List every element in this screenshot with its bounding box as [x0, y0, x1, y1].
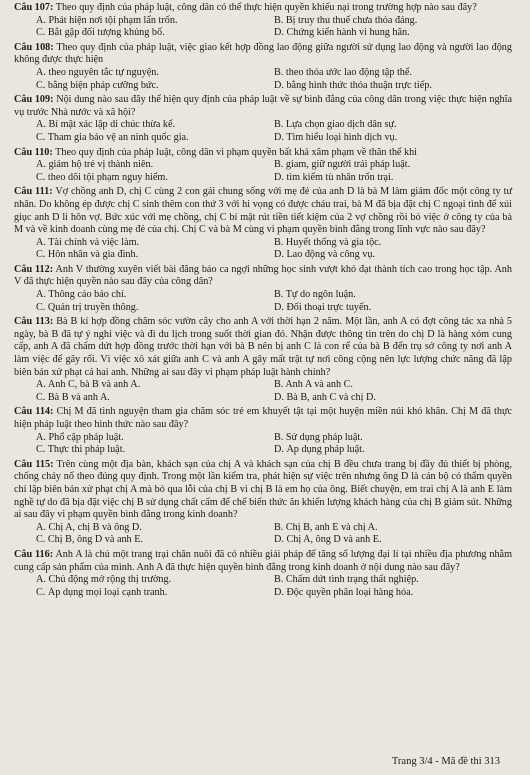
option-c: C. Bắt gặp đối tượng khủng bố. — [36, 27, 165, 39]
option-c: C. theo dõi tội phạm nguy hiểm. — [36, 171, 168, 183]
option-c: C. Chị B, ông D và anh E. — [36, 534, 143, 546]
question-111 — [14, 186, 512, 262]
option-b: B. giam, giữ người trái pháp luật. — [274, 159, 411, 171]
question-number: Câu 116: — [14, 548, 54, 560]
question-number: Câu 107: — [14, 2, 54, 13]
option-a: A. Anh C, bà B và anh A. — [36, 379, 141, 391]
question-number: Câu 110: — [14, 146, 53, 158]
option-b: B. Chị B, anh E và chị A. — [274, 521, 378, 533]
option-d: D. Chứng kiến hành vi hung hãn. — [274, 27, 410, 39]
options — [14, 522, 512, 547]
option-c: C. Tham gia bảo vệ an ninh quốc gia. — [36, 131, 189, 143]
question-text: Theo quy định của pháp luật, việc giao kết hợp đồng lao động giữa người sử dụng lao động và người lao động không được thực hiện — [14, 41, 512, 66]
option-d: D. bằng hình thức thỏa thuận trực tiếp. — [274, 79, 432, 91]
option-d: D. tìm kiếm tù nhân trốn trại. — [274, 171, 394, 183]
question-text: Theo quy định của pháp luật, công dân có thể thực hiện quyền khiếu nại trong trường hợp nào sau đây? — [55, 2, 477, 13]
option-d: D. Độc quyền phân loại hàng hóa. — [274, 586, 414, 598]
option-b: B. Anh A và anh C. — [274, 379, 353, 391]
question-text: Trên cùng một địa bàn, khách sạn của chị A và khách sạn của chị B đều chưa trang bị đầy đủ thiết bị phòng, chống cháy nổ theo đúng quy định. Trong một lần kiểm tra, phát hiện sự việc trên nhưng ông D là cán bộ có thẩm quyền chỉ lập biên bản xử phạt chị A mà bỏ qua lỗi của chị B vì chị B là em họ của ông. Biết chuyện, em trai chị A là anh E làm nghề tự do đã bịa đặt việc chị B sử dụng chất cấm để chế biến thức ăn khiến lượng khách hàng của chị B giảm sút. Những ai sau đây vi phạm quyền bình đẳng trong kinh doanh? — [14, 458, 512, 521]
option-c: C. Áp dụng mọi loại cạnh tranh. — [36, 586, 168, 598]
options — [14, 432, 512, 457]
option-b: B. Bị truy thu thuế chưa thỏa đáng. — [274, 14, 418, 26]
question-text: Anh V thường xuyên viết bài đăng báo ca ngợi những học sinh vượt khó đạt thành tích cao trong học tập. Anh V đã thực hiện quyền nào sau đây của công dân? — [14, 263, 512, 288]
option-b: B. Lựa chọn giao dịch dân sự. — [274, 119, 397, 131]
option-a: A. Phổ cập pháp luật. — [36, 431, 124, 443]
option-a: A. Phát hiện nơi tội phạm lẩn trốn. — [36, 14, 178, 26]
options — [14, 15, 512, 40]
option-a: A. Thông cáo báo chí. — [36, 289, 127, 301]
question-108 — [14, 42, 512, 92]
option-c: C. Hôn nhân và gia đình. — [36, 249, 139, 261]
question-116 — [14, 549, 512, 599]
question-112 — [14, 264, 512, 314]
option-a: A. Bí mật xác lập di chúc thừa kế. — [36, 119, 176, 131]
option-a: A. giám hộ trẻ vị thành niên. — [36, 159, 154, 171]
option-a: A. Tài chính và việc làm. — [36, 236, 140, 248]
option-b: B. theo thỏa ước lao động tập thể. — [274, 66, 412, 78]
option-c: C. Quản trị truyền thông. — [36, 301, 139, 313]
question-113 — [14, 316, 512, 404]
option-d: D. Lao động và công vụ. — [274, 249, 376, 261]
page-footer: Trang 3/4 - Mã đề thi 313 — [391, 756, 500, 768]
options — [14, 574, 512, 599]
question-text: Theo quy định của pháp luật, công dân vi phạm quyền bất khả xâm phạm về thân thể khi — [55, 146, 418, 158]
question-text: Nội dung nào sau đây thể hiện quy định của pháp luật về sự bình đẳng của công dân trong việc thực hiện nghĩa vụ trước Nhà nước và xã hội? — [14, 94, 513, 118]
option-a: A. Chủ động mở rộng thị trường. — [36, 574, 172, 586]
question-115 — [14, 459, 512, 547]
question-number: Câu 108: — [14, 41, 54, 53]
question-text: Chị M đã tình nguyện tham gia chăm sóc trẻ em khuyết tật tại một huyện miền núi khó khăn. Chị M đã thực hiện pháp luật theo hình thức nào sau đây? — [14, 406, 512, 430]
question-number: Câu 112: — [14, 263, 54, 275]
question-110 — [14, 147, 512, 185]
option-b: B. Tự do ngôn luận. — [274, 289, 356, 301]
option-d: D. Tìm hiểu loại hình dịch vụ. — [274, 131, 398, 143]
option-a: A. Chị A, chị B và ông D. — [36, 521, 142, 533]
question-114 — [14, 406, 512, 456]
options — [14, 119, 512, 144]
options — [14, 67, 512, 92]
options — [14, 159, 512, 184]
options — [14, 289, 512, 314]
question-109 — [14, 94, 512, 144]
option-c: C. bằng biện pháp cưỡng bức. — [36, 79, 159, 91]
option-d: D. Bà B, anh C và chị D. — [274, 391, 376, 403]
question-text: Vợ chồng anh D, chị C cùng 2 con gái chung sống với mẹ đẻ của anh D là bà M làm giám đốc một công ty tư nhân. Do không ép được chị C sinh thêm con thứ 3 với hi vọng có được cháu trai, bà M đã bịa đặt chị C ngoại tình để xúi giục anh D li hôn vợ. Bức xúc với mẹ chồng, chị C bí mật rút tiền tiết kiệm của 2 vợ chồng rồi bỏ việc ở công ty của bà M và về kinh doanh cùng mẹ đẻ của chị. Chị C và bà M cùng vi phạm quyền bình đẳng trong lĩnh vực nào sau đây? — [14, 186, 512, 236]
question-107 — [14, 2, 512, 40]
option-d: D. Áp dụng pháp luật. — [274, 444, 365, 456]
question-number: Câu 109: — [14, 94, 54, 106]
question-number: Câu 113: — [14, 316, 54, 328]
option-a: A. theo nguyên tắc tự nguyện. — [36, 66, 159, 78]
option-d: D. Chị A, ông D và anh E. — [274, 534, 382, 546]
question-text: Bà B kí hợp đồng chăm sóc vườn cây cho anh A với thời hạn 2 năm. Một lần, anh A có đợt công tác xa nhà 5 ngày, bà B đã tự ý nghỉ việc và đi du lịch trong suốt thời gian đó. Nhận được thông tin trên do chị D là hàng xóm cung cấp, anh A đã chấm dứt hợp đồng trước thời hạn với bà B nên bị anh C là con rể của bà B đến trụ sở công ty nơi anh A làm việc để gây rối. Vì việc xô xát giữa anh C và anh A gây mất trật tự nơi công cộng nên lực lượng chức năng đã lập biên bản xử phạt cả hai anh. Những ai sau đây vi phạm pháp luật hành chính? — [14, 316, 512, 378]
option-b: B. Sử dụng pháp luật. — [274, 431, 363, 443]
question-number: Câu 114: — [14, 406, 54, 418]
option-b: B. Huyết thống và gia tộc. — [274, 236, 382, 248]
option-c: C. Thực thi pháp luật. — [36, 444, 126, 456]
option-c: C. Bà B và anh A. — [36, 391, 110, 403]
option-b: B. Chấm dứt tình trạng thất nghiệp. — [274, 574, 419, 586]
question-number: Câu 111: — [14, 186, 53, 198]
option-d: D. Đối thoại trực tuyến. — [274, 301, 372, 313]
question-number: Câu 115: — [14, 458, 54, 470]
options — [14, 237, 512, 262]
options — [14, 379, 512, 404]
question-text: Anh A là chủ một trang trại chăn nuôi đã có nhiều giải pháp để tăng số lượng đại lí tại nhiều địa phương nhằm cung cấp sản phẩm của mình. Anh A đã thực hiện quyền bình đẳng trong kinh doanh ở nội dung nào sau đây? — [14, 548, 513, 573]
